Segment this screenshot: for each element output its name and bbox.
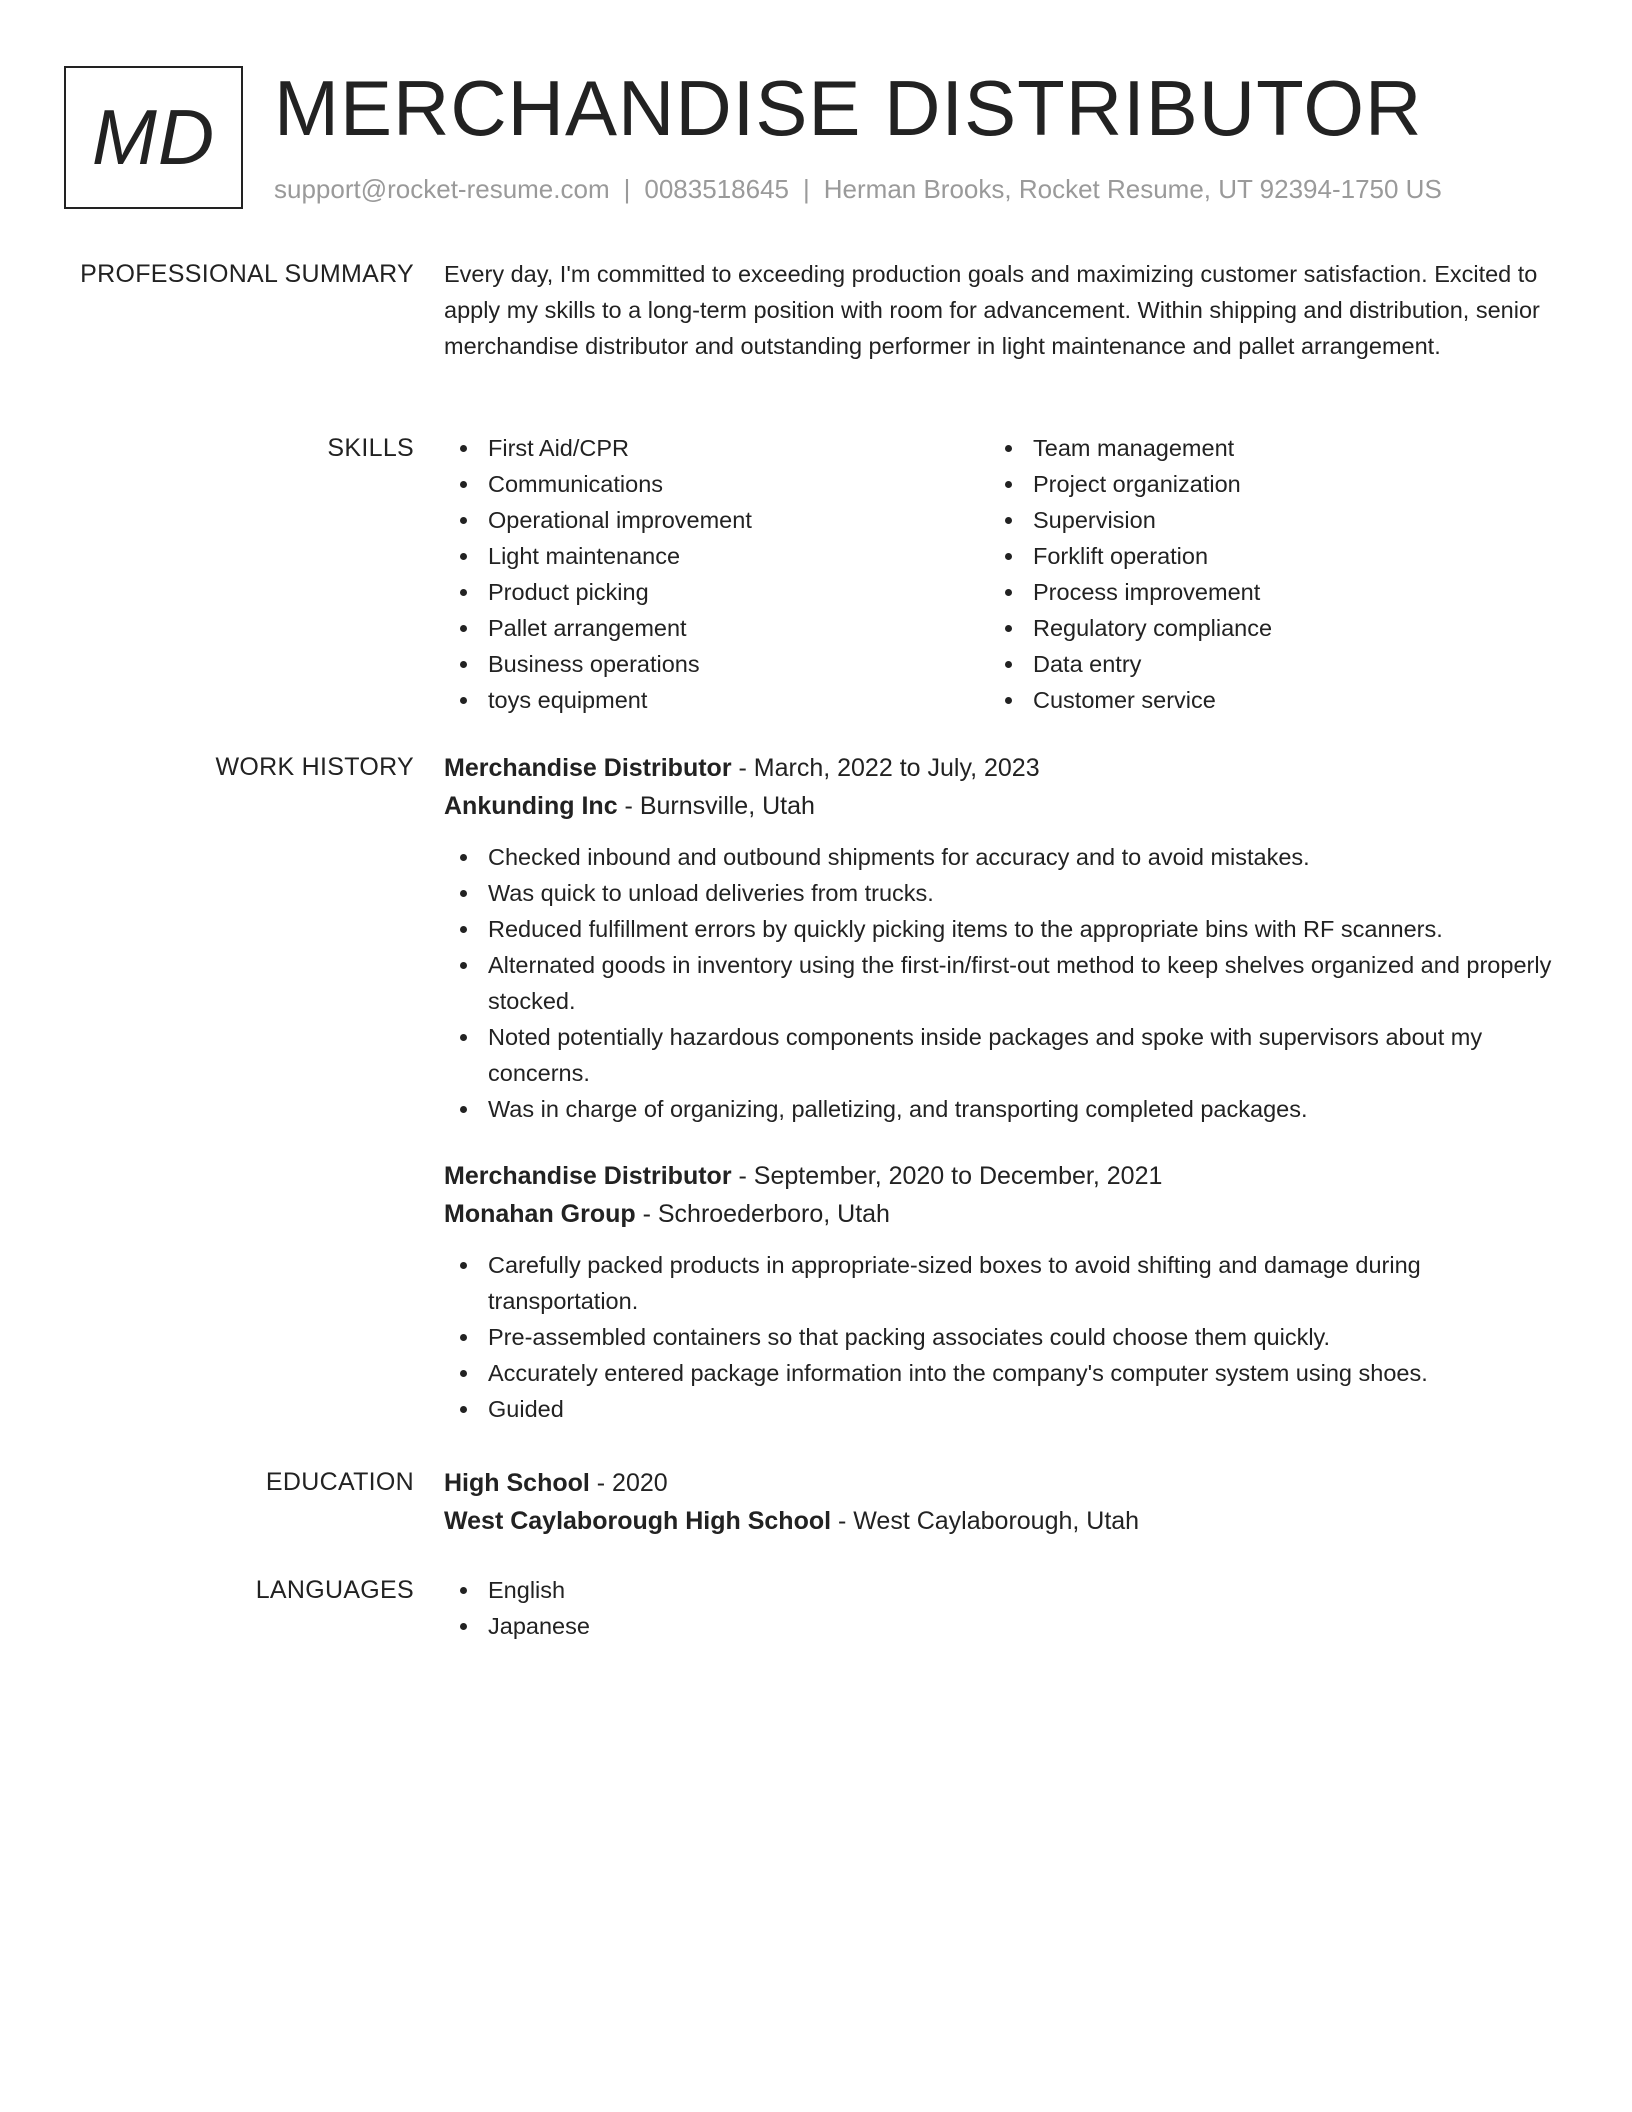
- skill-item: Business operations: [444, 646, 989, 682]
- job-duty-item: Carefully packed products in appropriate-sized boxes to avoid shifting and damage during transportation.: [444, 1247, 1568, 1319]
- job-title-line: [444, 749, 1568, 787]
- job-duty-item: Checked inbound and outbound shipments for accuracy and to avoid mistakes.: [444, 839, 1568, 875]
- job-company: Monahan Group: [444, 1200, 636, 1228]
- skill-item: Pallet arrangement: [444, 610, 989, 646]
- skills-body: [444, 430, 1568, 718]
- languages-list: [444, 1572, 1568, 1644]
- job-title-line: [444, 1157, 1568, 1195]
- section-heading: EDUCATION: [265, 1468, 414, 1496]
- skill-item: Supervision: [989, 502, 1534, 538]
- skill-item: First Aid/CPR: [444, 430, 989, 466]
- skills-column-right: [989, 430, 1534, 718]
- job-title: Merchandise Distributor: [444, 754, 732, 782]
- job-dates: - September, 2020 to December, 2021: [731, 1162, 1163, 1190]
- job-company-line: [444, 1195, 1568, 1233]
- job-company-line: [444, 787, 1568, 825]
- resume-header: [64, 66, 1568, 210]
- job-dates: - March, 2022 to July, 2023: [731, 754, 1040, 782]
- summary-text: Every day, I'm committed to exceeding production goals and maximizing customer satisfaction. Excited to apply my skills to a long-term position with room for advancement. Within shipping and distribution, senior merchandise distributor and outstanding performer in light maintenance and pallet arrangement.: [444, 261, 1540, 359]
- languages-body: [444, 1572, 1568, 1644]
- skills-column-left: [444, 430, 989, 718]
- section-heading: LANGUAGES: [255, 1576, 414, 1604]
- job-location: - Burnsville, Utah: [617, 792, 815, 820]
- contact-separator: |: [803, 174, 810, 204]
- language-item: Japanese: [444, 1608, 1568, 1644]
- skill-item: Operational improvement: [444, 502, 989, 538]
- job-duty-item: Guided: [444, 1391, 1568, 1427]
- job-company: Ankunding Inc: [444, 792, 618, 820]
- job-title: Merchandise Distributor: [444, 1162, 732, 1190]
- skill-item: Team management: [989, 430, 1534, 466]
- job-entry: [444, 749, 1568, 1127]
- job-duty-item: Noted potentially hazardous components inside packages and spoke with supervisors about my concerns.: [444, 1019, 1568, 1091]
- skill-item: Forklift operation: [989, 538, 1534, 574]
- monogram-initials: MD: [91, 93, 216, 181]
- job-duty-item: Pre-assembled containers so that packing associates could choose them quickly.: [444, 1319, 1568, 1355]
- contact-email[interactable]: support@rocket-resume.com: [274, 174, 610, 204]
- job-duties-list: [444, 1247, 1568, 1427]
- job-duty-item: Alternated goods in inventory using the first-in/first-out method to keep shelves organized and properly stocked.: [444, 947, 1568, 1019]
- contact-line: [274, 174, 1442, 205]
- section-heading: SKILLS: [327, 434, 414, 462]
- section-heading: PROFESSIONAL SUMMARY: [80, 260, 414, 288]
- skill-item: Light maintenance: [444, 538, 989, 574]
- summary-body: [444, 256, 1568, 364]
- job-duty-item: Was in charge of organizing, palletizing, and transporting completed packages.: [444, 1091, 1568, 1127]
- job-duty-item: Accurately entered package information into the company's computer system using shoes.: [444, 1355, 1568, 1391]
- skill-item: toys equipment: [444, 682, 989, 718]
- skill-item: Data entry: [989, 646, 1534, 682]
- education-school-line: [444, 1502, 1568, 1540]
- section-heading: WORK HISTORY: [215, 753, 414, 781]
- skill-item: Customer service: [989, 682, 1534, 718]
- skill-item: Communications: [444, 466, 989, 502]
- resume-title: MERCHANDISE DISTRIBUTOR: [274, 64, 1423, 152]
- education-degree-line: [444, 1464, 1568, 1502]
- job-duties-list: [444, 839, 1568, 1127]
- contact-separator: |: [623, 174, 631, 204]
- education-school: West Caylaborough High School: [444, 1507, 832, 1535]
- language-item: English: [444, 1572, 1568, 1608]
- contact-phone[interactable]: 0083518645: [644, 174, 789, 204]
- skill-item: Product picking: [444, 574, 989, 610]
- job-duty-item: Reduced fulfillment errors by quickly picking items to the appropriate bins with RF scanners.: [444, 911, 1568, 947]
- education-location: - West Caylaborough, Utah: [831, 1507, 1140, 1535]
- job-location: - Schroederboro, Utah: [635, 1200, 890, 1228]
- job-entry: [444, 1157, 1568, 1427]
- job-duty-item: Was quick to unload deliveries from trucks.: [444, 875, 1568, 911]
- contact-address: Herman Brooks, Rocket Resume, UT 92394-1750 US: [823, 174, 1442, 204]
- monogram-box: [64, 66, 243, 209]
- work-history-body: [444, 749, 1568, 1457]
- skill-item: Project organization: [989, 466, 1534, 502]
- education-year: - 2020: [589, 1469, 668, 1497]
- education-body: [444, 1464, 1568, 1540]
- education-degree: High School: [444, 1469, 590, 1497]
- skill-item: Regulatory compliance: [989, 610, 1534, 646]
- skill-item: Process improvement: [989, 574, 1534, 610]
